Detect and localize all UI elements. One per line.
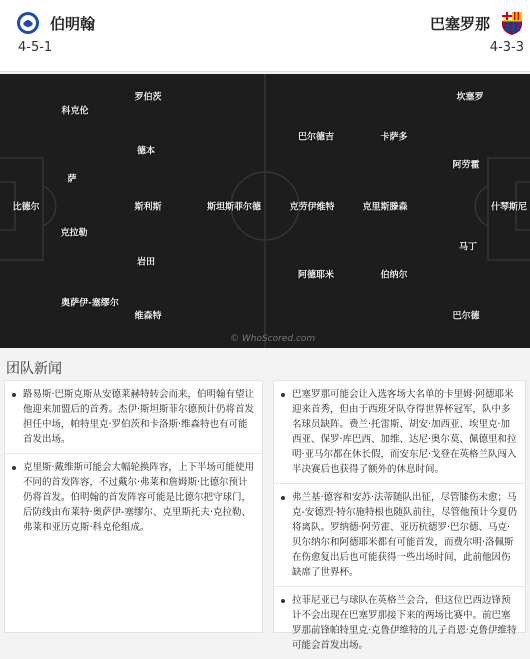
home-player[interactable]: 维森特 bbox=[134, 311, 162, 322]
news-item bbox=[274, 484, 525, 587]
home-player[interactable]: 斯利斯 bbox=[134, 202, 162, 213]
watermark: © WhoScored.com bbox=[230, 334, 316, 344]
away-player[interactable]: 巴尔德 bbox=[452, 311, 480, 322]
away-player[interactable]: 阿德耶米 bbox=[297, 270, 335, 281]
away-news-panel bbox=[273, 380, 526, 651]
bullet-icon bbox=[281, 393, 285, 397]
home-news-panel bbox=[4, 380, 263, 633]
home-player[interactable]: 斯坦斯菲尔德 bbox=[206, 202, 262, 213]
news-item bbox=[274, 381, 525, 484]
home-formation: 4-5-1 bbox=[18, 40, 53, 55]
home-player[interactable]: 罗伯茨 bbox=[134, 92, 162, 103]
away-player[interactable]: 伯纳尔 bbox=[380, 270, 408, 281]
away-player[interactable]: 马丁 bbox=[458, 242, 478, 253]
away-team-name: 巴塞罗那 bbox=[429, 14, 490, 33]
away-player[interactable]: 什琴斯尼 bbox=[490, 202, 528, 213]
news-text: 拉菲尼亚已与球队在英格兰会合，但这位巴西边锋预计不会出现在巴塞罗那接下来的两场比赛中。前巴塞罗那前锋帕特里克·克鲁伊维特的儿子肖恩·克鲁伊维特可能会首发出场。 bbox=[292, 595, 517, 651]
news-text: 克里斯·戴维斯可能会大幅轮换阵容，上下半场可能使用不同的首发阵容，不过戴尔·弗莱和詹姆斯·比德尔预计仍将首发。伯明翰的首发阵容可能是比德尔把守球门，后防线由布莱特·奥萨伊-塞缪尔、克里斯托夫·克拉勒、弗莱和亚历克斯·科克伦组成。 bbox=[23, 462, 255, 533]
news-title: 团队新闻 bbox=[6, 361, 62, 377]
home-player[interactable]: 德本 bbox=[136, 146, 156, 157]
away-formation: 4-3-3 bbox=[489, 40, 524, 55]
news-item bbox=[5, 381, 262, 454]
away-team[interactable] bbox=[430, 10, 524, 36]
away-crest-icon bbox=[500, 10, 524, 36]
away-player[interactable]: 克劳伊维特 bbox=[289, 202, 335, 213]
pitch-lineup bbox=[0, 74, 530, 348]
away-player[interactable]: 巴尔德吉 bbox=[297, 132, 335, 143]
home-player[interactable]: 比德尔 bbox=[12, 202, 40, 213]
news-text: 巴塞罗那可能会让入选客场大名单的卡里姆·阿德耶米迎来首秀，但由于西班牙队夺得世界杯冠军，队中多名球员缺阵。费兰·托雷斯、胡安·加西亚、埃里克·加西亚、保罗·库巴西、加维、达尼·奥尔莫、佩德里和拉明·亚马尔都在休长假，而安东尼·戈登在英格兰队闯入半决赛后也获得了额外的休息时间。 bbox=[292, 389, 517, 475]
home-crest-icon bbox=[16, 10, 40, 36]
bullet-icon bbox=[281, 496, 285, 500]
home-team[interactable] bbox=[16, 10, 95, 36]
home-player[interactable]: 科克伦 bbox=[61, 106, 89, 117]
away-player[interactable]: 坎塞罗 bbox=[456, 92, 484, 103]
news-item bbox=[5, 454, 262, 541]
news-text: 弗兰基·德容和安苏·法蒂随队出征，尽管膝伤未愈；马克-安德烈·特尔施特根也随队前往，尽管他预计今夏仍将离队。罗纳德·阿劳霍、亚历杭德罗·巴尔德、马克·贝尔纳尔和阿德耶米都有可能首发，而费尔明·洛佩斯在伤愈复出后也可能获得一些出场时间，此前他因伤缺席了世界杯。 bbox=[292, 492, 517, 578]
bullet-icon bbox=[281, 599, 285, 603]
match-header bbox=[0, 0, 530, 72]
bullet-icon bbox=[12, 466, 16, 470]
home-player[interactable]: 克拉勒 bbox=[60, 228, 88, 239]
home-player[interactable]: 奥萨伊-塞缪尔 bbox=[61, 298, 119, 309]
away-player[interactable]: 克里斯滕森 bbox=[362, 202, 408, 213]
home-player[interactable]: 岩田 bbox=[136, 257, 156, 268]
news-text: 路易斯·巴斯克斯从安德莱赫特转会而来，伯明翰有望让他迎来加盟后的首秀。杰伊·斯坦斯菲尔德预计仍将首发担任中场，帕特里克·罗伯茨和卡洛斯·维森特也有可能首发出场。 bbox=[23, 389, 255, 445]
bullet-icon bbox=[12, 393, 16, 397]
home-player[interactable]: 萨 bbox=[67, 174, 77, 185]
away-player[interactable]: 卡萨多 bbox=[380, 132, 408, 143]
away-player[interactable]: 阿劳霍 bbox=[452, 160, 480, 171]
home-team-name: 伯明翰 bbox=[50, 14, 96, 33]
news-item bbox=[274, 587, 525, 659]
